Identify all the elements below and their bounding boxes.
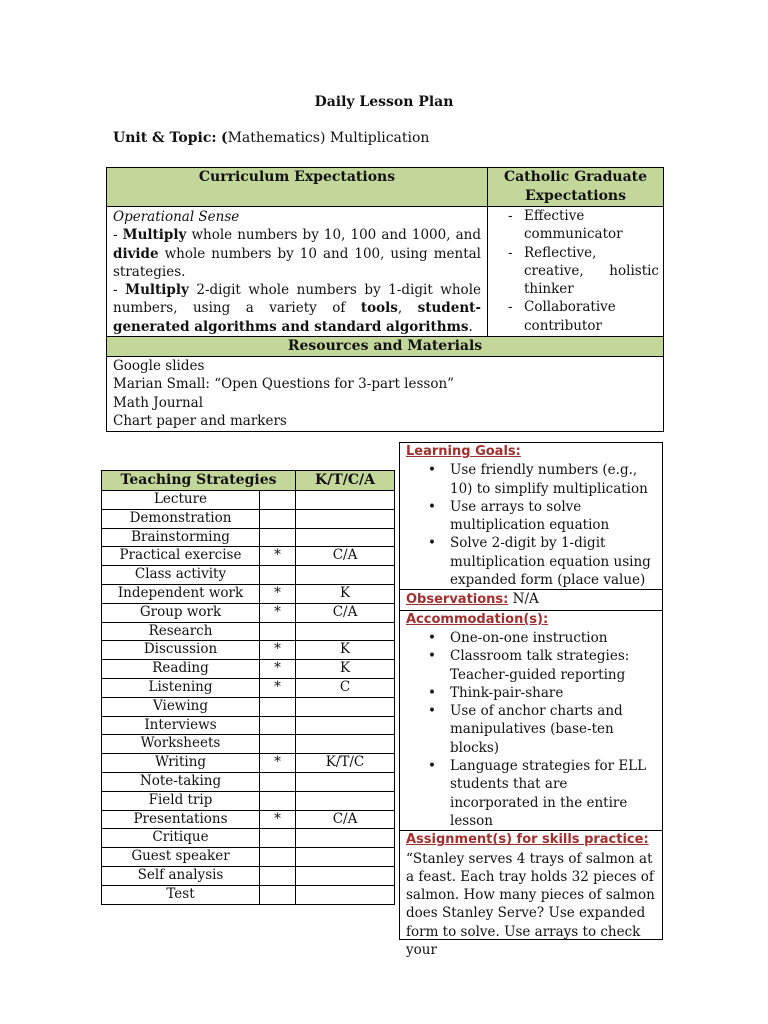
strategy-mark [260,735,296,754]
catholic-item: - Collaborative contributor [496,298,659,335]
strategy-ktca [296,491,395,510]
learning-goal-item: • Use friendly numbers (e.g., 10) to simplify multiplication [406,461,656,498]
curriculum-expectations-cell [107,207,488,337]
strategy-ktca: K/T/C [296,754,395,773]
accommodation-item: • Language strategies for ELL students that are incorporated in the entire lesson [406,757,656,830]
accommodation-item: • Classroom talk strategies: Teacher-guided reporting [406,647,656,684]
strategy-name: Guest speaker [102,848,260,867]
strategy-name: Writing [102,754,260,773]
strategy-ktca [296,528,395,547]
assignment-section [400,831,662,959]
strategy-row [102,848,395,867]
strategy-name: Viewing [102,697,260,716]
strategy-name: Lecture [102,491,260,510]
strategy-mark: * [260,678,296,697]
teaching-strategies-table [101,470,395,905]
unit-value: Mathematics) Multiplication [227,130,430,146]
strategy-mark [260,829,296,848]
strategy-ktca: C/A [296,603,395,622]
strategy-mark: * [260,603,296,622]
strategy-mark: * [260,547,296,566]
catholic-header: Catholic Graduate Expectations [488,168,664,207]
strategy-mark: * [260,641,296,660]
accommodation-item: • Use of anchor charts and manipulatives (base-ten blocks) [406,702,656,757]
operational-sense-label: Operational Sense [113,209,240,225]
strategy-row [102,641,395,660]
observations-value: N/A [508,591,539,608]
strategy-row [102,716,395,735]
strategy-ktca: K [296,584,395,603]
strategy-mark [260,622,296,641]
strategy-name: Demonstration [102,509,260,528]
strategy-row [102,603,395,622]
strategy-mark [260,772,296,791]
learning-goal-item: • Use arrays to solve multiplication equation [406,498,656,535]
strategy-ktca [296,848,395,867]
strategy-row [102,885,395,904]
catholic-item: - Effective communicator [496,207,659,244]
learning-goal-item: • Solve 2-digit by 1-digit multiplication equation using expanded form (place value) [406,534,656,589]
strategy-ktca: C/A [296,547,395,566]
strategy-row [102,791,395,810]
strategy-row [102,547,395,566]
strategy-row [102,660,395,679]
unit-label: Unit & Topic: [113,130,217,146]
strategy-ktca: K [296,660,395,679]
learning-goals-heading: Learning Goals: [406,444,521,459]
strategy-mark: * [260,810,296,829]
observations-section [400,590,662,610]
strategy-name: Self analysis [102,866,260,885]
strategy-row [102,622,395,641]
strategy-ktca [296,829,395,848]
expectations-table [106,167,664,432]
expectation-1: - Multiply whole numbers by 10, 100 and 1000, and divide whole numbers by 10 and 100, using mental strategies. [113,227,481,280]
strategy-name: Brainstorming [102,528,260,547]
strategy-row [102,735,395,754]
accommodation-item: • Think-pair-share [406,684,656,702]
accommodations-section [400,611,662,832]
strategy-row [102,810,395,829]
strategy-mark: * [260,584,296,603]
strategy-name: Presentations [102,810,260,829]
strategy-name: Group work [102,603,260,622]
strategy-ktca [296,622,395,641]
strategy-ktca [296,772,395,791]
strategy-row [102,584,395,603]
strategy-name: Practical exercise [102,547,260,566]
strategy-name: Test [102,885,260,904]
strategy-row [102,509,395,528]
curriculum-header: Curriculum Expectations [107,168,488,207]
strategy-name: Class activity [102,566,260,585]
strategy-ktca: C [296,678,395,697]
ktca-header: K/T/C/A [296,471,395,491]
strategy-mark: * [260,660,296,679]
strategy-mark [260,528,296,547]
catholic-item: - Reflective, creative, holistic thinker [496,244,659,299]
assignment-heading: Assignment(s) for skills practice: [406,832,649,848]
strategy-ktca: K [296,641,395,660]
strategy-mark [260,716,296,735]
strategy-name: Worksheets [102,735,260,754]
strategy-name: Research [102,622,260,641]
strategy-ktca: C/A [296,810,395,829]
strategy-mark [260,491,296,510]
strategy-name: Listening [102,678,260,697]
assignment-text: “Stanley serves 4 trays of salmon at a feast. Each tray holds 32 pieces of salmon. How many pieces of salmon does Stanley Serve? Use expanded form to solve. Use arrays to check your [406,850,655,959]
resource-item: Math Journal [113,394,204,411]
strategy-name: Discussion [102,641,260,660]
strategy-ktca [296,566,395,585]
strategy-row [102,754,395,773]
page-title: Daily Lesson Plan [314,94,454,110]
resources-cell [107,357,664,432]
strategy-mark: * [260,754,296,773]
strategy-mark [260,791,296,810]
strategy-row [102,491,395,510]
strategy-mark [260,866,296,885]
strategy-row [102,697,395,716]
resource-item: Chart paper and markers [113,413,287,430]
accommodation-item: • One-on-one instruction [406,629,656,647]
strategy-name: Note-taking [102,772,260,791]
resource-item: Google slides [113,358,205,375]
strategy-ktca [296,791,395,810]
unit-open-paren: ( [220,130,228,146]
strategy-name: Field trip [102,791,260,810]
resources-header: Resources and Materials [107,337,664,357]
strategies-header: Teaching Strategies [102,471,296,491]
unit-topic [113,130,429,146]
lesson-details-box [399,442,663,959]
strategy-ktca [296,697,395,716]
learning-goals-section [400,443,662,590]
catholic-expectations-cell [488,207,664,337]
strategy-name: Interviews [102,716,260,735]
strategy-name: Critique [102,829,260,848]
accommodations-heading: Accommodation(s): [406,611,549,627]
strategy-name: Reading [102,660,260,679]
expectation-2: - Multiply 2-digit whole numbers by 1-digit whole numbers, using a variety of tools, student-generated algorithms and standard algorithms. [113,282,481,335]
strategy-ktca [296,866,395,885]
strategy-ktca [296,716,395,735]
strategy-row [102,866,395,885]
strategy-ktca [296,885,395,904]
strategy-row [102,528,395,547]
observations-heading: Observations: [406,592,509,608]
strategy-mark [260,885,296,904]
strategy-ktca [296,735,395,754]
strategy-name: Independent work [102,584,260,603]
strategy-row [102,678,395,697]
strategy-ktca [296,509,395,528]
resource-item: Marian Small: “Open Questions for 3-part lesson” [113,376,455,393]
strategy-row [102,566,395,585]
strategy-row [102,772,395,791]
strategy-mark [260,566,296,585]
strategy-mark [260,848,296,867]
strategy-row [102,829,395,848]
strategy-mark [260,509,296,528]
strategy-mark [260,697,296,716]
